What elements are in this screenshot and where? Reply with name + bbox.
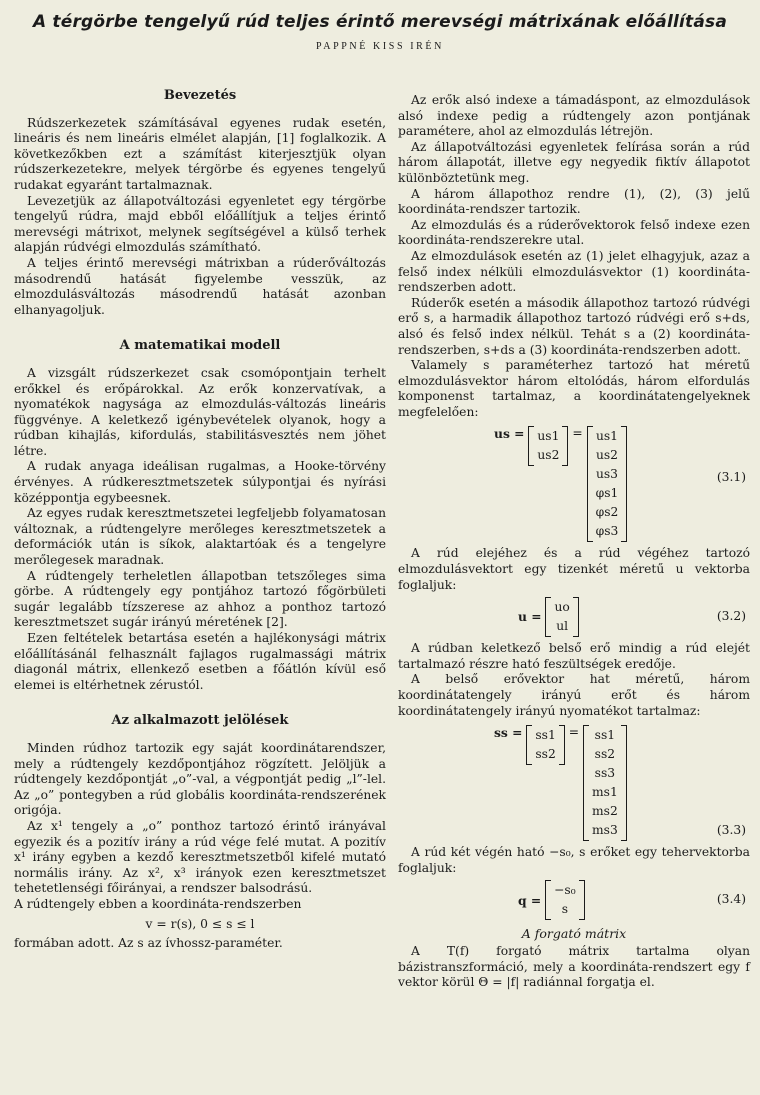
matrix-cell: s: [561, 902, 569, 917]
matrix-cell: ss2: [594, 747, 616, 762]
matrix-cell: us2: [595, 448, 618, 463]
matrix-cell: ms1: [591, 785, 618, 800]
matrix-rhs: [545, 597, 578, 637]
matrix-cell: us1: [537, 429, 560, 444]
matrix-cell: ss3: [594, 766, 616, 781]
paragraph: Az állapotváltozási egyenletek felírása során a rúd három állapotát, illetve egy negyedik fiktív állapotot különböztetünk meg.: [398, 139, 750, 185]
paragraph: Rúderők esetén a második állapothoz tartozó rúdvégi erő s, a harmadik állapothoz tartozó rúdvégi erő s+ds, alsó és felső index nélkül. Tehát s a (2) koordináta-rendszerben, s+ds a (3) koordináta-rendszerben adott.: [398, 295, 750, 357]
paragraph: Rúdszerkezetek számításával egyenes rudak esetén, lineáris és nem lineáris elmélet alapján, [1] foglalkozik. A következőkben ezt a számítást kiterjesztjük olyan rúdszerkezetekre, melyek térgörbe és egyenes tengelyű rudakat egyaránt tartalmaznak.: [14, 115, 386, 192]
eq-lhs: u =: [518, 609, 542, 625]
paper-title: A térgörbe tengelyű rúd teljes érintő merevségi mátrixának előállítása: [32, 12, 728, 32]
paragraph: Az elmozdulás és a rúderővektorok felső indexe ezen koordináta-rendszerekre utal.: [398, 217, 750, 248]
matrix-cell: us1: [595, 429, 618, 444]
equation-number: (3.2): [716, 609, 746, 624]
paragraph: A rúdban keletkező belső erő mindig a rúd elejét tartalmazó részre ható feszültségek eredője.: [398, 641, 750, 671]
paragraph: Az x¹ tengely a „o” ponthoz tartozó érintő irányával egyezik és a pozitív irány a rúd vége felé mutat. A pozitív x¹ irány egyben a kezdő keresztmetszetből kifelé mutató normális irány. Az x², x³ irányok ezen keresztmetszet tehetetlenségi főirányai, a rendszer balsodrású.: [14, 818, 386, 896]
equation-number: (3.1): [716, 470, 746, 485]
eq-lhs: us =: [494, 426, 525, 442]
matrix-cell: uo: [554, 600, 570, 615]
paragraph: Az elmozdulások esetén az (1) jelet elhagyjuk, azaz a felső index nélküli elmozdulásvektor (1) koordináta-rendszerben adott.: [398, 248, 750, 295]
matrix-cell: ss2: [535, 747, 556, 762]
matrix-cell: φs3: [595, 524, 619, 539]
section-heading-notation: Az alkalmazott jelölések: [111, 713, 289, 729]
author: PAPPNÉ KISS IRÉN: [316, 41, 444, 52]
equation-3-1: us = us1 us2 = us1 us2 us3 φs1 φs2 φs3 (3.1): [494, 426, 750, 542]
paragraph: Valamely s paraméterhez tartozó hat méretű elmozdulásvektor három eltolódás, három elfordulás komponenst tartalmaz, a koordinátatengelyeknek megfelelően:: [398, 358, 750, 419]
matrix-cell: ss1: [535, 728, 556, 743]
paragraph: A rúdtengely ebben a koordináta-rendszerben: [14, 896, 302, 911]
matrix-cell: ms2: [591, 804, 618, 819]
paragraph: A rúdtengely terheletlen állapotban tetszőleges sima görbe. A rúdtengely egy pontjához tartozó főgörbületi sugár legalább tízszerese az ahhoz a ponthoz tartozó keresztmetszet sugár irányú méretének [2].: [14, 568, 386, 630]
paragraph: A belső erővektor hat méretű, három koordinátatengely irányú erőt és három koordinátatengely irányú nyomatékot tartalmaz:: [398, 672, 750, 718]
paragraph: Levezetjük az állapotváltozási egyenletet egy térgörbe tengelyű rúdra, majd ebből előállítjuk a teljes érintő merevségi mátrixot, melynek segítségével a külső terhek alapján rúdvégi elmozdulás számítható.: [14, 193, 386, 255]
paragraph: Az erők alsó indexe a támadáspont, az elmozdulások alsó indexe pedig a rúdtengely azon pontjának paramétere, ahol az elmozdulás létrejön.: [398, 93, 750, 139]
matrix-rhs: [583, 725, 627, 841]
matrix-cell: us2: [537, 448, 560, 463]
matrix-mid: [528, 426, 568, 466]
matrix-cell: −s₀: [554, 883, 576, 898]
equation-3-4: [518, 880, 750, 920]
equation-3-2: [518, 597, 750, 637]
eq-lhs: ss =: [494, 725, 523, 741]
eq-lhs: q =: [518, 892, 542, 908]
matrix-cell: ul: [556, 619, 569, 634]
left-column: [14, 88, 386, 952]
matrix-rhs: [545, 880, 585, 920]
matrix-rhs: [587, 426, 628, 542]
paragraph: A teljes érintő merevségi mátrixban a rúderőváltozás másodrendű hatását figyelembe vesszük, az elmozdulásváltozás másodrendű hatását azonban elhanyagoljuk.: [14, 255, 386, 317]
matrix-mid: [526, 725, 564, 765]
paragraph: A három állapothoz rendre (1), (2), (3) jelű koordináta-rendszer tartozik.: [398, 186, 750, 217]
matrix-cell: φs2: [595, 505, 619, 520]
equation-number: (3.3): [716, 823, 746, 838]
equation-3-3: ss = ss1 ss2 = ss1 ss2 ss3 ms1 ms2 ms3 (3.3): [494, 725, 750, 841]
subsection-heading: A forgató mátrix: [521, 926, 627, 942]
paragraph: A rúd két végén ható −s₀, s erőket egy tehervektorba foglaljuk:: [398, 845, 750, 875]
matrix-cell: ss1: [594, 728, 616, 743]
paragraph: A rudak anyaga ideálisan rugalmas, a Hooke-törvény érvényes. A rúdkeresztmetszetek súlypontjai és nyírási középpontja egybeesnek.: [14, 459, 386, 505]
paragraph: A vizsgált rúdszerkezet csak csomópontjain terhelt erőkkel és erőpárokkal. Az erők konzervatívak, a nyomatékok nagysága az elmozdulás-változás lineáris függvénye. A keletkező igénybevételek olyanok, hogy a rúdban kihajlás, kifordulás, stabilitásvesztés nem jöhet létre.: [14, 365, 386, 458]
paragraph: Az egyes rudak keresztmetszetei legfeljebb folyamatosan változnak, a rúdtengelyre merőleges keresztmetszetek a deformációk után is síkok, alaktartóak és a tengelyre merőlegesek maradnak.: [14, 506, 386, 568]
matrix-cell: us3: [595, 467, 618, 482]
paragraph: Minden rúdhoz tartozik egy saját koordinátarendszer, mely a rúdtengely kezdőpontjához rögzített. Jelöljük a rúdtengely kezdőpontját „o”-val, a végpontját pedig „l”-lel. Az „o” pontegyben a rúd globális koordináta-rendszerének origója.: [14, 740, 386, 818]
section-heading-intro: Bevezetés: [163, 88, 237, 103]
paragraph: formában adott. Az s az ívhossz-paraméter.: [14, 936, 283, 951]
right-column: [398, 93, 750, 991]
paragraph: A T(f) forgató mátrix tartalma olyan bázistranszformáció, mely a koordináta-rendszert egy f vektor körül Θ = |f| radiánnal forgatja el.: [398, 944, 750, 990]
paragraph: A rúd elejéhez és a rúd végéhez tartozó elmozdulásvektort egy tizenkét méretű u vektorba foglaljuk:: [398, 546, 750, 592]
matrix-cell: φs1: [595, 486, 619, 501]
axis-equation: v = r(s), 0 ≤ s ≤ l: [145, 916, 255, 931]
paragraph: Ezen feltételek betartása esetén a hajlékonysági mátrix előállításánál felhasznált fajlagos rugalmassági mátrix diagonál mátrix, ellenkező esetben a főátlón kívül eső elemei is eltérhetnek zérustól.: [14, 631, 386, 692]
section-heading-model: A matematikai modell: [119, 338, 281, 354]
matrix-cell: ms3: [591, 823, 618, 838]
equation-number: (3.4): [716, 892, 746, 907]
